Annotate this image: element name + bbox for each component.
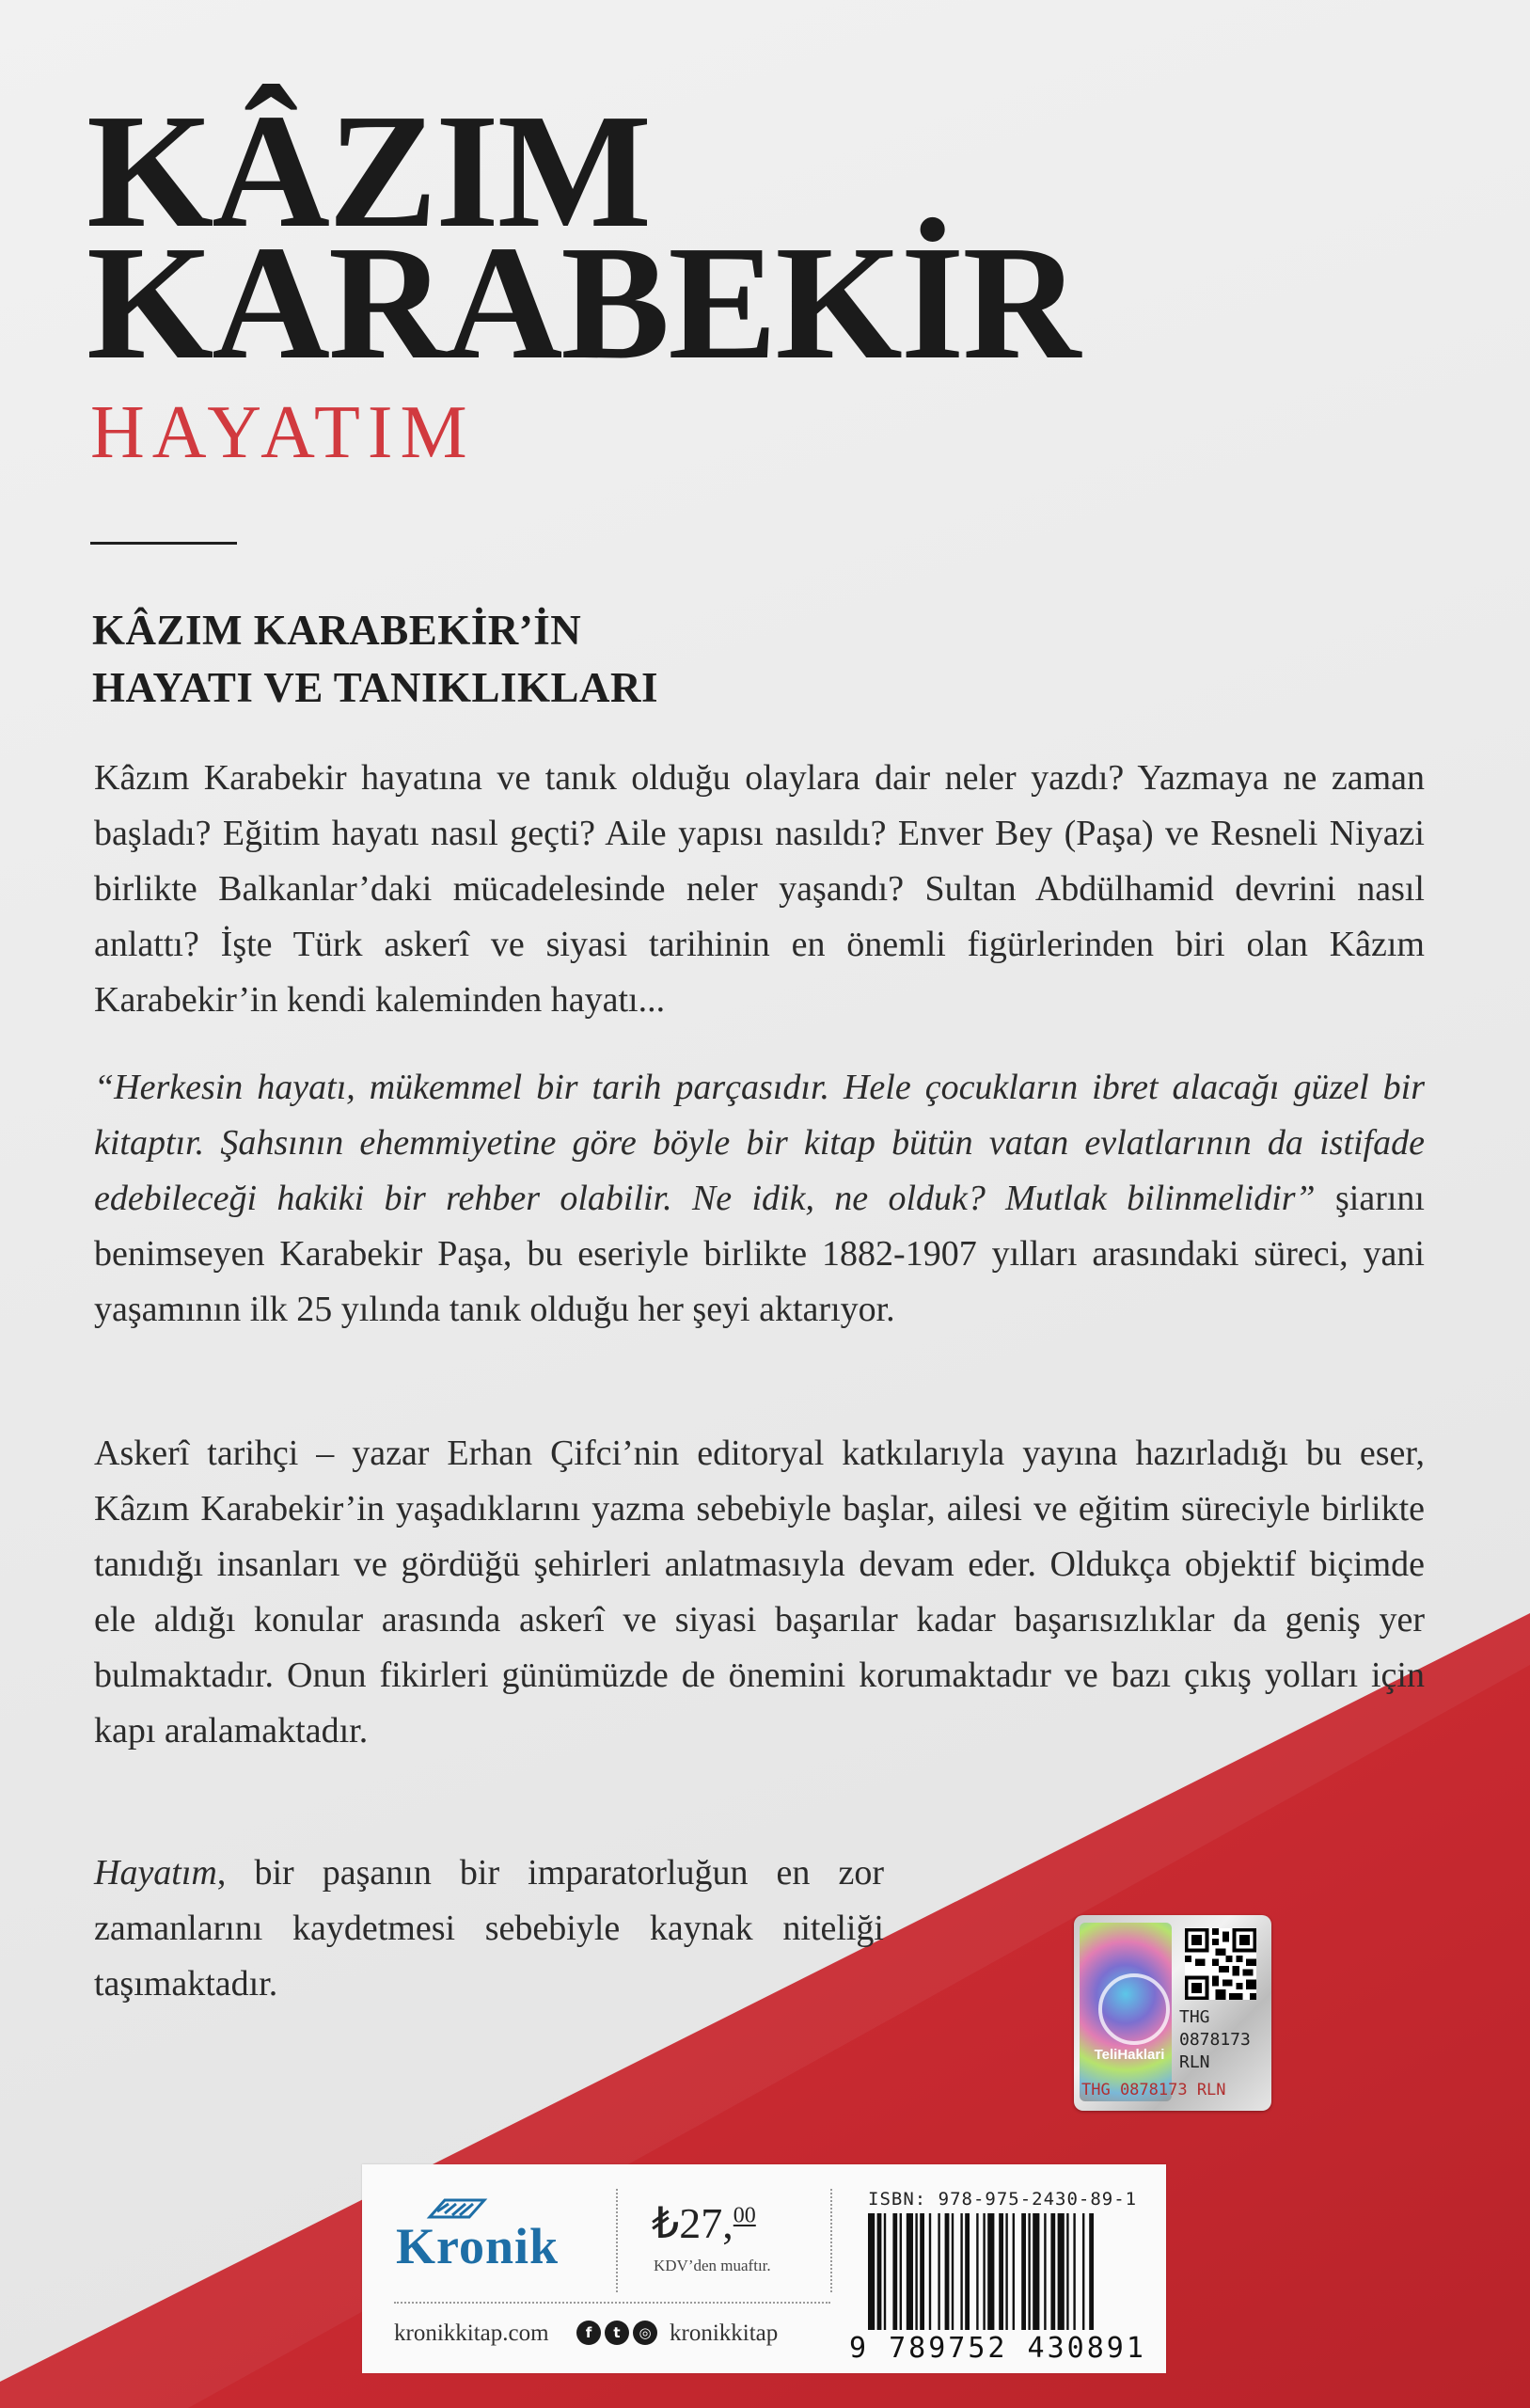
info-divider-vertical-2	[830, 2189, 832, 2292]
blurb-paragraph-1: Kâzım Karabekir hayatına ve tanık olduğu olaylara dair neler yazdı? Yazmaya ne zaman başladı? Eğitim hayatı nasıl geçti? Aile yapısı nasıldı? Enver Bey (Paşa) ve Resneli Niyazi birlikte Balkanlar’daki mücadelesinde neler yaşandı? Sultan Abdülhamid devrini nasıl anlattı? İşte Türk askerî ve siyasi tarihinin en önemli figürlerinden biri olan Kâzım Karabekir’in kendi kaleminden hayatı...	[94, 758, 1425, 1020]
barcode-icon	[866, 2213, 1143, 2330]
blurb-paragraph-3: Askerî tarihçi – yazar Erhan Çifci’nin editoryal katkılarıyla yayına hazırladığı bu eser, Kâzım Karabekir’in yaşadıklarını yazma sebebiyle başlar, ailesi ve eğitim süreciyle birlikte tanıdığı insanları ve gördüğü şehirleri anlatmasıyla devam eder. Oldukça objektif biçimde ele aldığı konular arasında askerî ve siyasi başarılar kadar başarısızlıklar da geniş yer bulmaktadır. Onun fikirleri günümüzde de önemini korumaktadır ve bazı çıkış yolları için kapı aralamaktadır.	[94, 1434, 1425, 1751]
twitter-icon[interactable]: t	[605, 2321, 629, 2345]
blurb-paragraph-4	[94, 1846, 884, 2012]
price	[652, 2199, 756, 2247]
hologram-logo-text: TeliHaklari	[1094, 2047, 1165, 2063]
section-heading	[92, 602, 658, 717]
kronik-book-icon	[426, 2193, 488, 2221]
ean-number: 9 789752 430891	[849, 2332, 1146, 2365]
quote-continuation: şiarını benimseyen Karabekir Paşa, bu eseriyle birlikte 1882-1907 yılları arasındaki süreci, yani yaşamının ilk 25 yılında tanık olduğu her şeyi aktarıyor.	[94, 1179, 1425, 1329]
social-icons	[576, 2321, 657, 2345]
hologram-sticker	[1074, 1915, 1271, 2111]
sticker-code-bottom: THG 0878173 RLN	[1081, 2081, 1226, 2099]
hologram-ring-icon	[1098, 1973, 1170, 2045]
sticker-code-3: RLN	[1179, 2052, 1210, 2072]
book-title-line1: KÂZIM	[87, 80, 650, 261]
heading-line2: HAYATI VE TANIKLIKLARI	[92, 664, 659, 711]
quote-text: “Herkesin hayatı, mükemmel bir tarih parçasıdır. Hele çocukların ibret alacağı güzel bir kitaptır. Şahsının ehemmiyetine göre böyle bir kitap bütün vatan evlatlarının da istifade edebileceği hakiki bir rehber olabilir. Ne idik, ne olduk? Mutlak bilinmelidir”	[94, 1068, 1425, 1218]
info-divider-vertical	[616, 2189, 618, 2292]
qr-code-icon	[1185, 1928, 1256, 2000]
hologram-icon	[1080, 1923, 1172, 2101]
info-divider-horizontal	[394, 2302, 830, 2304]
title-divider	[90, 542, 237, 545]
book-subtitle: HAYATIM	[90, 391, 475, 474]
publisher-logo: Kronik	[396, 2218, 560, 2274]
social-handle: kronikkitap	[670, 2321, 779, 2346]
price-cents: 00	[733, 2203, 756, 2228]
facebook-icon[interactable]: f	[576, 2321, 601, 2345]
blurb-paragraph-2	[94, 1060, 1425, 1338]
sticker-code-2: 0878173	[1179, 2030, 1251, 2050]
sticker-code-1: THG	[1179, 2007, 1210, 2027]
book-title-line2: KARABEKİR	[87, 212, 1080, 393]
closing-text: , bir paşanın bir imparatorluğun en zor zamanlarını kaydetmesi sebebiyle kaynak niteliği taşımaktadır.	[94, 1853, 884, 2004]
tax-note: KDV’den muaftır.	[654, 2257, 771, 2274]
isbn-label: ISBN: 978-975-2430-89-1	[868, 2189, 1138, 2210]
website-link[interactable]: kronikkitap.com	[394, 2321, 549, 2346]
instagram-icon[interactable]: ◎	[633, 2321, 657, 2345]
heading-line1: KÂZIM KARABEKİR’İN	[92, 607, 582, 654]
price-main: ₺27,	[652, 2199, 733, 2247]
book-name-italic: Hayatım	[94, 1853, 217, 1893]
publisher-info-box	[362, 2164, 1166, 2373]
